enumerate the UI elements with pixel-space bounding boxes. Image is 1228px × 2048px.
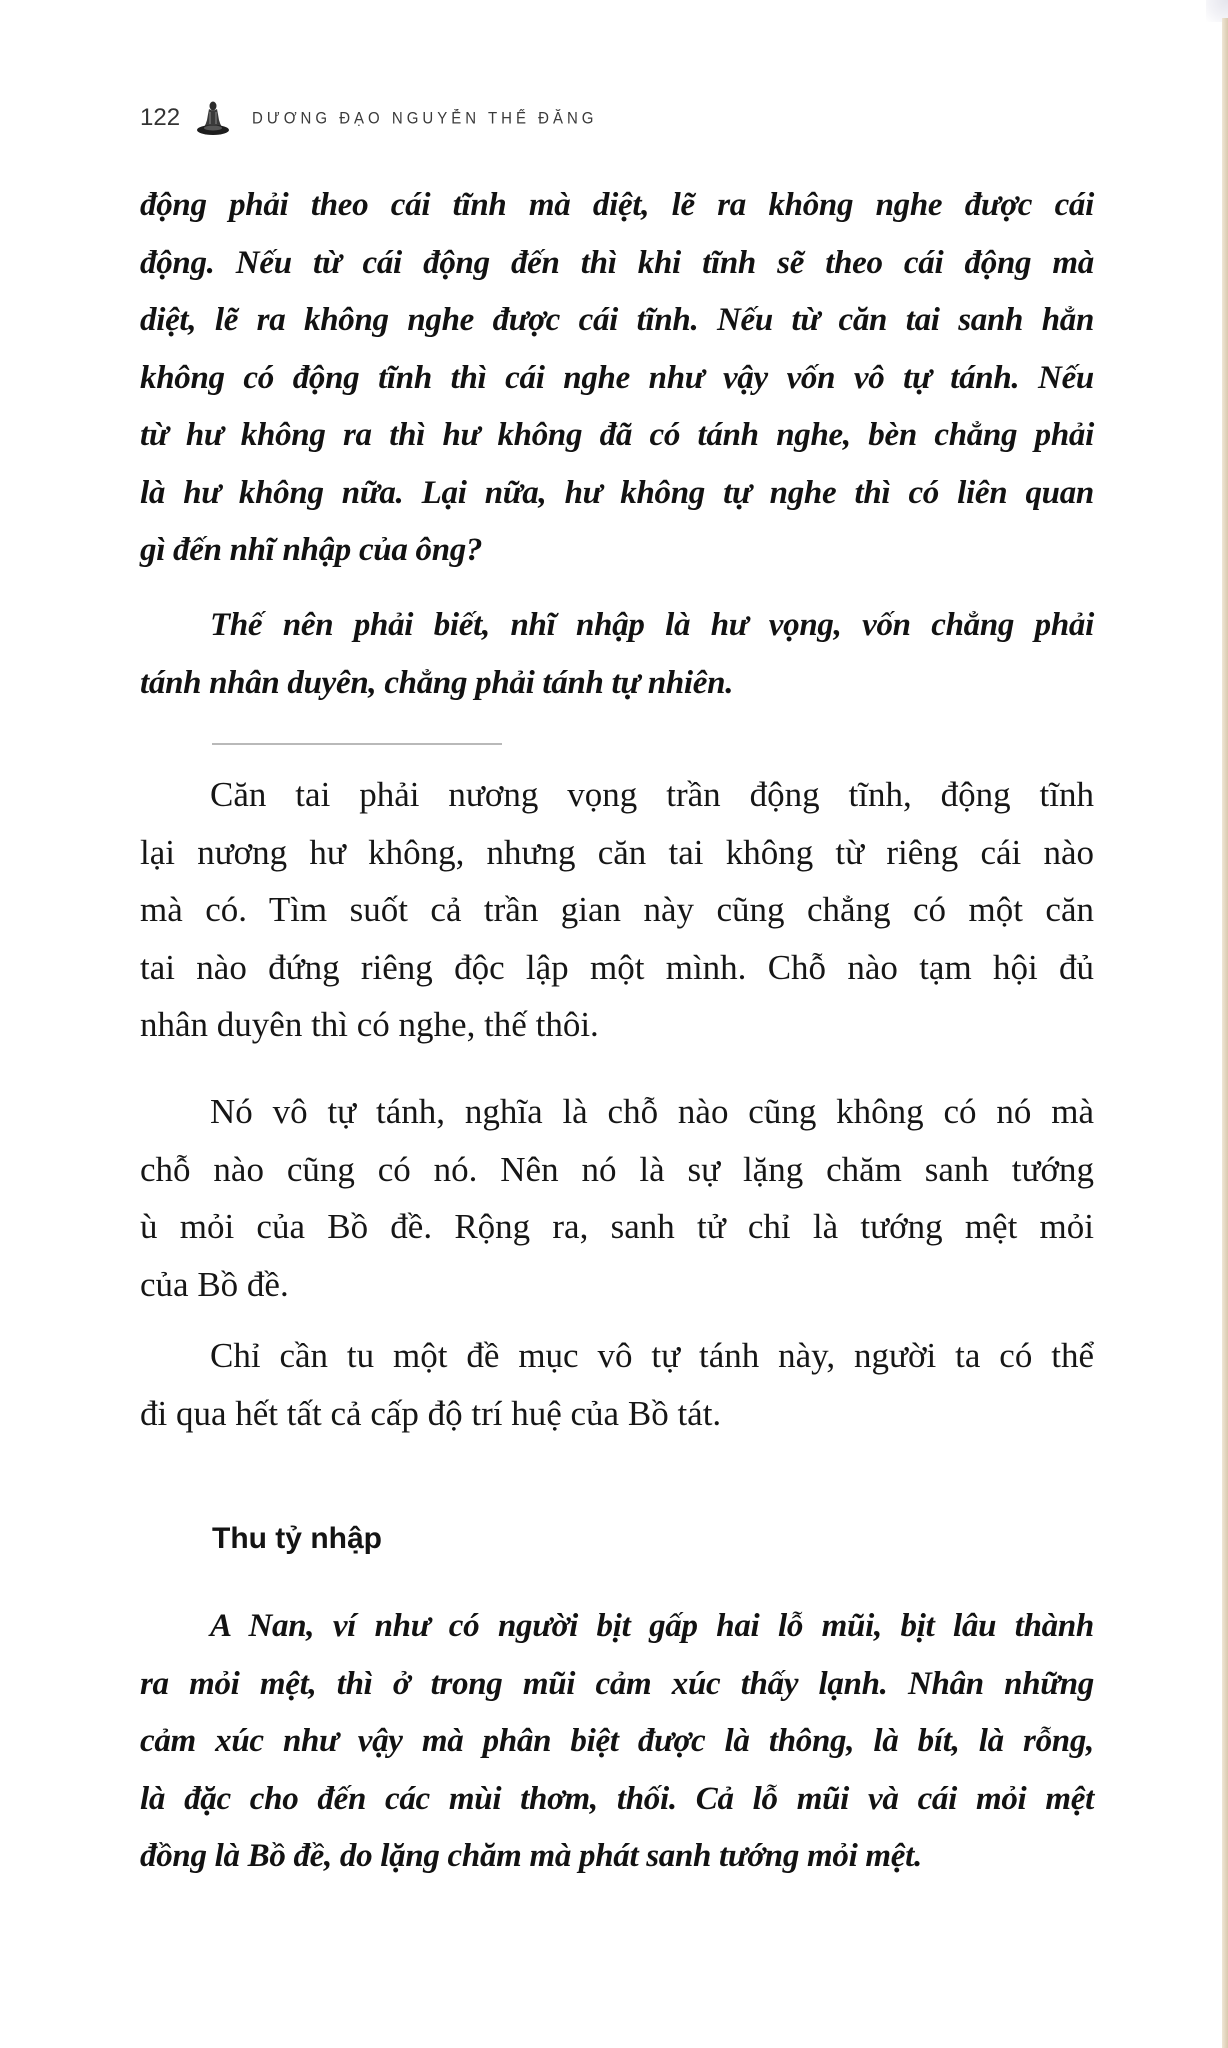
page-edge: [1222, 18, 1228, 2048]
text-line: đi qua hết tất cả cấp độ trí huệ của Bồ tát.: [140, 1393, 722, 1433]
running-title: DƯƠNG ĐẠO NGUYỄN THẾ ĐĂNG: [252, 108, 598, 128]
paragraph-commentary-2: [140, 1083, 1094, 1313]
text-line: ù mỏi của Bồ đề. Rộng ra, sanh tử chỉ là tướng mệt mỏi: [140, 1207, 1094, 1246]
paragraph-italic-2: [140, 597, 1094, 712]
text-line: đồng là Bồ đề, do lặng chăm mà phát sanh tướng mỏi mệt.: [140, 1838, 922, 1874]
text-line: là hư không nữa. Lại nữa, hư không tự nghe thì có liên quan: [140, 474, 1094, 511]
text-line: từ hư không ra thì hư không đã có tánh nghe, bèn chẳng phải: [140, 417, 1094, 453]
text-line: Thế nên phải biết, nhĩ nhập là hư vọng, vốn chẳng phải: [210, 607, 1094, 643]
text-line: Nó vô tự tánh, nghĩa là chỗ nào cũng không có nó mà: [210, 1092, 1094, 1131]
text-line: A Nan, ví như có người bịt gấp hai lỗ mũi, bịt lâu thành: [210, 1608, 1094, 1644]
text-line: Căn tai phải nương vọng trần động tĩnh, động tĩnh: [210, 775, 1094, 814]
running-header: [140, 98, 597, 138]
text-line: cảm xúc như vậy mà phân biệt được là thông, là bít, là rỗng,: [140, 1723, 1094, 1759]
text-line: tai nào đứng riêng độc lập một mình. Chỗ nào tạm hội đủ: [140, 947, 1094, 987]
text-line: không có động tĩnh thì cái nghe như vậy vốn vô tự tánh. Nếu: [140, 359, 1094, 396]
paragraph-commentary-3: [140, 1327, 1094, 1442]
text-line: mà có. Tìm suốt cả trần gian này cũng chẳng có một căn: [140, 890, 1094, 929]
paragraph-italic-3: [140, 1598, 1094, 1886]
text-line: lại nương hư không, nhưng căn tai không từ riêng cái nào: [140, 832, 1094, 872]
buddha-figure-icon: [196, 100, 230, 136]
text-line: diệt, lẽ ra không nghe được cái tĩnh. Nếu từ căn tai sanh hẳn: [140, 302, 1094, 338]
text-line: Chỉ cần tu một đề mục vô tự tánh này, người ta có thể: [210, 1336, 1094, 1375]
text-line: ra mỏi mệt, thì ở trong mũi cảm xúc thấy lạnh. Nhân những: [140, 1665, 1094, 1702]
section-divider: [212, 743, 502, 745]
paragraph-commentary-1: [140, 766, 1094, 1054]
text-line: động. Nếu từ cái động đến thì khi tĩnh sẽ theo cái động mà: [140, 244, 1094, 281]
section-heading: Thu tỷ nhập: [212, 1522, 382, 1555]
text-line: động phải theo cái tĩnh mà diệt, lẽ ra không nghe được cái: [140, 187, 1094, 223]
text-line: là đặc cho đến các mùi thơm, thối. Cả lỗ mũi và cái mỏi mệt: [140, 1780, 1094, 1817]
paragraph-italic-1: [140, 177, 1094, 580]
page-number: 122: [140, 104, 181, 131]
text-line: gì đến nhĩ nhập của ông?: [140, 532, 483, 568]
text-line: tánh nhân duyên, chẳng phải tánh tự nhiên.: [140, 664, 734, 701]
text-line: của Bồ đề.: [140, 1264, 289, 1304]
text-line: chỗ nào cũng có nó. Nên nó là sự lặng chăm sanh tướng: [140, 1149, 1094, 1189]
text-line: nhân duyên thì có nghe, thế thôi.: [140, 1005, 599, 1044]
